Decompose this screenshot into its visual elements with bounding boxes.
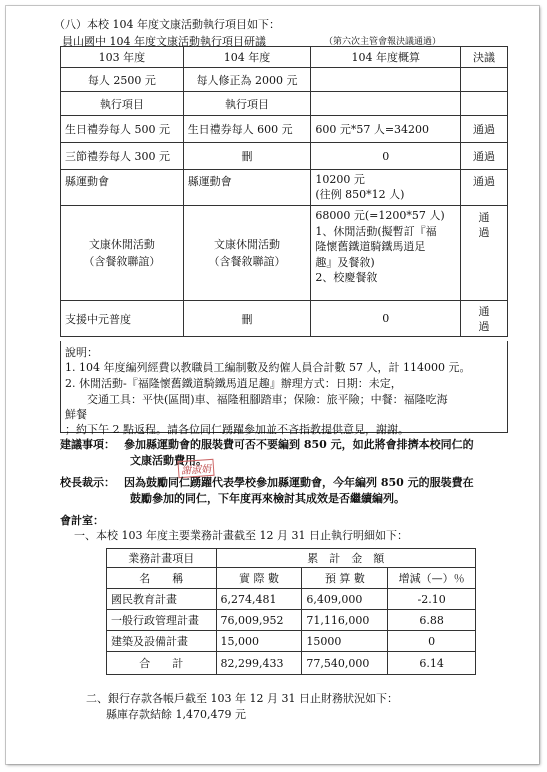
cell-line: （含餐敘聯誼） (208, 255, 286, 268)
table-row (61, 92, 508, 116)
table-row (61, 68, 508, 92)
table-cell (311, 68, 461, 92)
table-cell: 通過 (461, 143, 508, 170)
header-cell: 決議 (461, 47, 508, 68)
cell-line: 通 (478, 304, 490, 318)
table-cell: 77,540,000 (302, 652, 388, 675)
cell-line: 文康休閒活動 (88, 238, 155, 251)
table-cell: 通過 (461, 116, 508, 143)
table-cell: 0 (311, 301, 461, 337)
cell-line: 趣』及餐敘) (315, 255, 375, 269)
table-row (61, 206, 508, 301)
table-cell: 0 (311, 143, 461, 170)
table-cell (183, 206, 311, 301)
table-cell (461, 92, 508, 116)
cell-line: 68000 元(=1200*57 人) (315, 209, 445, 222)
table-header-row (107, 568, 476, 589)
table-cell: 國民教育計畫 (107, 589, 217, 610)
suggestion-label: 建議事項： (60, 438, 115, 451)
table-cell: 生日禮券每人 500 元 (61, 116, 184, 143)
cell-line: 隆懷舊鐵道騎鐵馬逍足 (315, 240, 426, 253)
table-cell: 0 (388, 631, 476, 652)
budget-table (106, 548, 476, 675)
table-cell: 6.88 (388, 610, 476, 631)
signature-stamp: 謝淑娟 (177, 459, 214, 478)
accounting-line: 二、銀行存款各帳戶截至 103 年 12 月 31 日止財務狀況如下： (86, 692, 398, 705)
table-total-row (107, 652, 476, 675)
table-cell: 每人 2500 元 (61, 68, 184, 92)
table-row (61, 143, 508, 170)
note-line: 鮮餐 (65, 408, 87, 421)
table-row (107, 631, 476, 652)
cell-line: 通 (478, 211, 490, 224)
note-line: 2. 休閒活動-『福隆懷舊鐵道騎鐵馬逍足趣』辦理方式：日期：未定， (65, 377, 402, 390)
principal-text: 因為鼓勵同仁踴躍代表學校參加縣運動會，今年編列 850 元的服裝費在 (124, 476, 474, 489)
cell-line: 2、校慶餐敘 (315, 271, 378, 284)
table-cell: 執行項目 (61, 92, 184, 116)
table-cell: 建築及設備計畫 (107, 631, 217, 652)
table-cell: 縣運動會 (61, 170, 184, 206)
table-cell (61, 206, 184, 301)
table-cell (461, 68, 508, 92)
document-page (6, 6, 539, 764)
cell-line: 過 (478, 226, 490, 239)
cell-line: 10200 元 (315, 173, 365, 186)
header-cell: 實 際 數 (216, 568, 302, 589)
table-cell: 刪 (183, 301, 311, 337)
notes-heading: 說明： (65, 346, 98, 359)
note-line: 交通工具：平快(區間)車、福隆租腳踏車；保險：旅平險；中餐：福隆吃海 (87, 393, 448, 406)
table-cell: 生日禮券每人 600 元 (183, 116, 311, 143)
header-cell: 增減（—）％ (388, 568, 476, 589)
table-cell: 通過 (461, 170, 508, 206)
cell-line: 1、休閒活動(擬暫訂『福 (315, 224, 437, 238)
header-cell: 累 計 金 額 (216, 549, 475, 568)
table-cell: 6,409,000 (302, 589, 388, 610)
table-cell: 6,274,481 (216, 589, 302, 610)
table-row (61, 170, 508, 206)
table-cell: 76,009,952 (216, 610, 302, 631)
accounting-line: 一、本校 103 年度主要業務計畫截至 12 月 31 日止執行明細如下： (74, 529, 408, 542)
table-cell: 15000 (302, 631, 388, 652)
table-row (61, 116, 508, 143)
table-row (107, 610, 476, 631)
suggestion-text: 參加縣運動會的服裝費可否不要編到 850 元，如此將會排擠本校同仁的 (124, 438, 474, 451)
cell-line: 文康休閒活動 (214, 238, 281, 251)
cell-line: （含餐敘聯誼） (83, 255, 161, 268)
table-header-row (107, 549, 476, 568)
table-title-note: （第六次主管會報決議通過） (324, 37, 442, 47)
header-cell: 104 年度概算 (311, 47, 461, 68)
table-row (61, 301, 508, 337)
table-cell: -2.10 (388, 589, 476, 610)
header-cell: 103 年度 (61, 47, 184, 68)
table-cell: 一般行政管理計畫 (107, 610, 217, 631)
header-cell: 預 算 數 (302, 568, 388, 589)
note-line: ；約下午 2 點返程。請各位同仁踴躍參加並不吝指教提供意見，謝謝。 (65, 423, 409, 436)
activity-table (60, 46, 508, 337)
table-cell (461, 301, 508, 337)
header-cell: 104 年度 (183, 47, 311, 68)
table-row (107, 589, 476, 610)
header-cell: 名 稱 (107, 568, 217, 589)
note-line: 1. 104 年度編列經費以教職員工編制數及約僱人員合計數 57 人，計 114000 元。 (65, 361, 471, 374)
table-cell (311, 92, 461, 116)
table-cell: 15,000 (216, 631, 302, 652)
table-cell: 縣運動會 (183, 170, 311, 206)
accounting-label: 會計室： (60, 514, 104, 527)
table-header-row (61, 47, 508, 68)
header-cell: 業務計畫項目 (107, 549, 217, 568)
table-cell: 三節禮券每人 300 元 (61, 143, 184, 170)
principal-label: 校長裁示： (60, 476, 115, 489)
principal-text: 鼓勵參加的同仁，下年度再來檢討其成效是否繼續編列。 (130, 492, 405, 505)
accounting-line: 縣庫存款結餘 1,470,479 元 (106, 708, 246, 721)
table-cell (311, 206, 461, 301)
table-title: 員山國中 104 年度文康活動執行項目研議 (62, 35, 266, 48)
table-cell (461, 206, 508, 301)
notes-box (60, 341, 508, 436)
table-cell (311, 170, 461, 206)
table-cell: 600 元*57 人=34200 (311, 116, 461, 143)
table-cell: 合 計 (107, 652, 217, 675)
suggestion-text: 文康活動費用。 (130, 454, 207, 467)
table-cell: 刪 (183, 143, 311, 170)
table-cell: 執行項目 (183, 92, 311, 116)
cell-line: (往例 850*12 人) (315, 188, 405, 201)
table-cell: 71,116,000 (302, 610, 388, 631)
table-cell: 82,299,433 (216, 652, 302, 675)
table-cell: 每人修正為 2000 元 (183, 68, 311, 92)
section-title: （八）本校 104 年度文康活動執行項目如下： (54, 18, 280, 31)
table-cell: 支援中元普度 (61, 301, 184, 337)
cell-line: 過 (478, 319, 490, 333)
table-cell: 6.14 (388, 652, 476, 675)
